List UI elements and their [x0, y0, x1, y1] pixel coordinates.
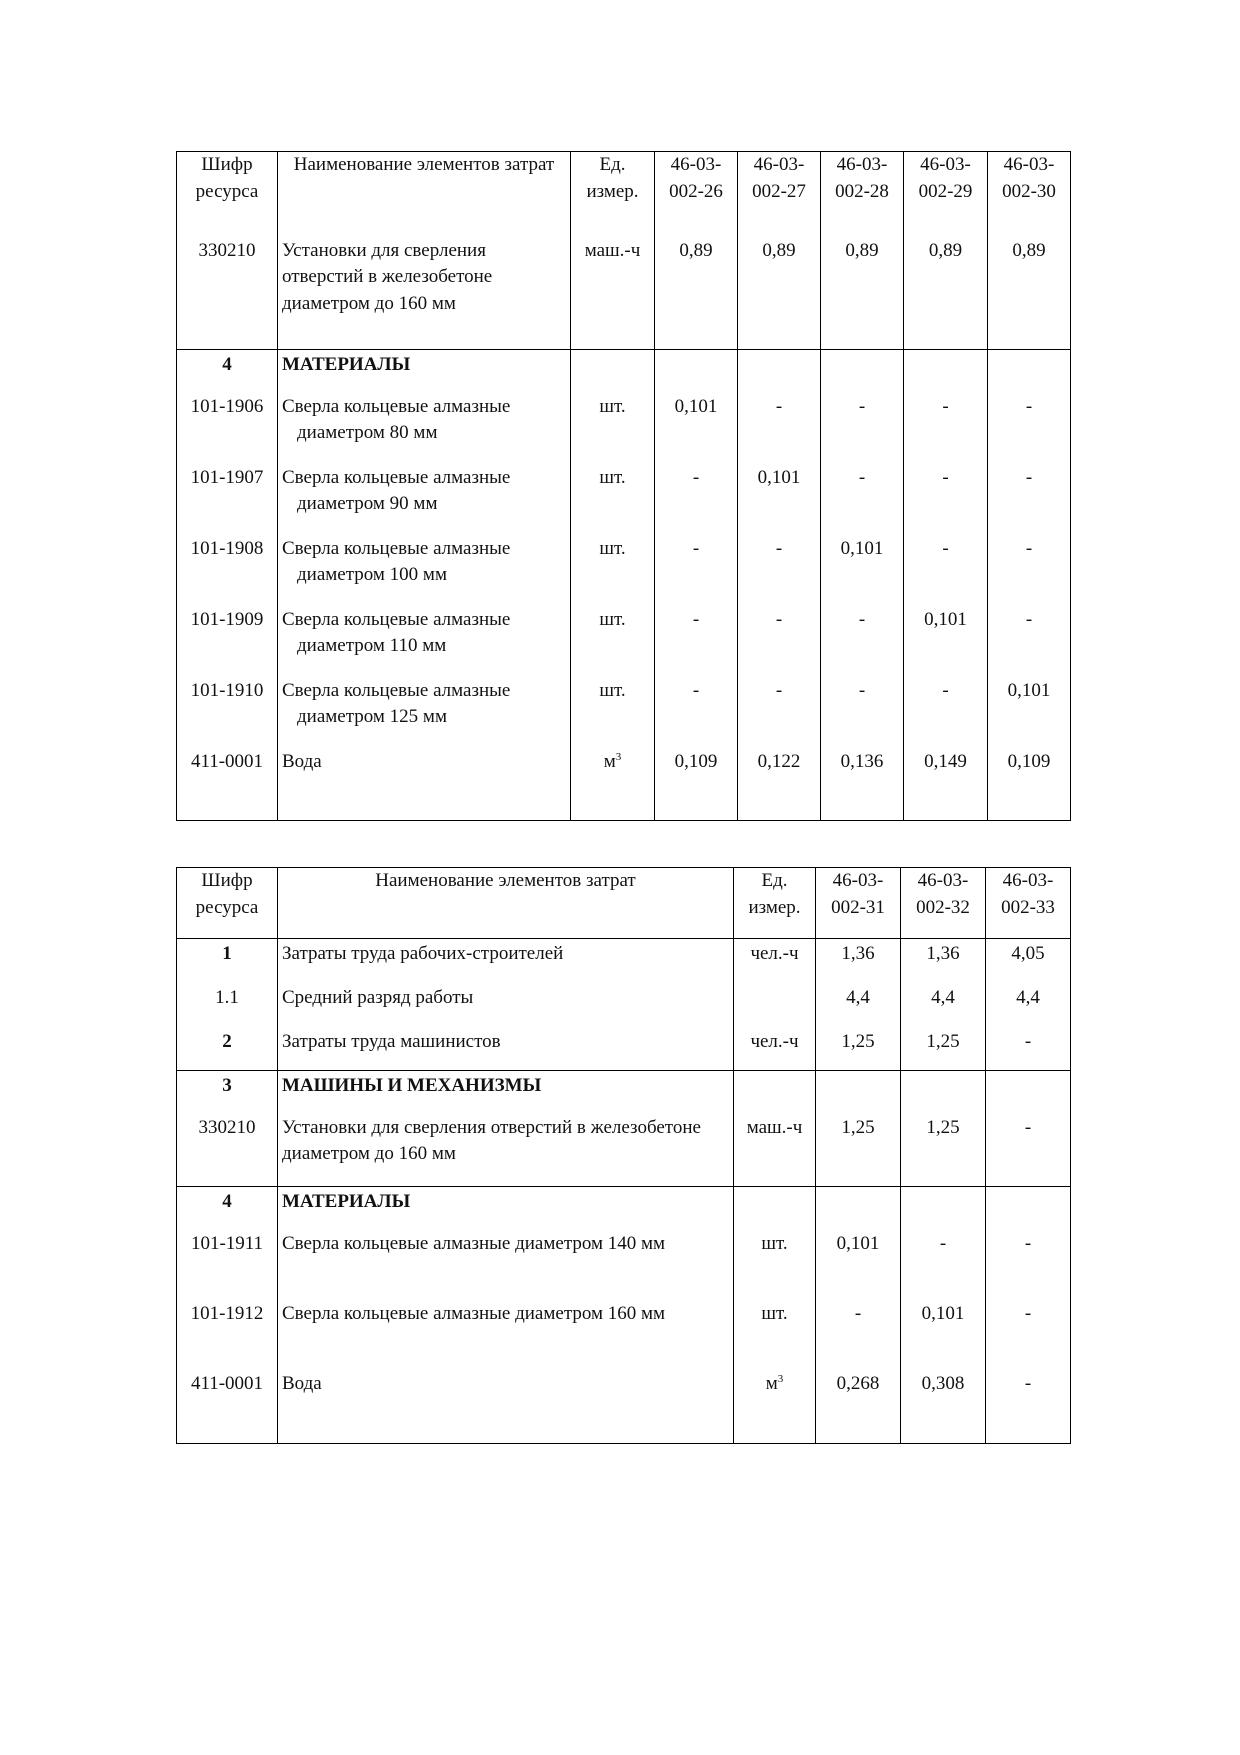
resource-value: 0,89 [738, 228, 821, 350]
resource-value: - [904, 678, 988, 749]
resource-code: 101-1907 [177, 465, 278, 536]
resource-name-line: Сверла кольцевые алмазные [282, 608, 511, 630]
resource-value: 0,89 [655, 228, 738, 350]
resource-value: - [988, 465, 1071, 536]
resource-unit: шт. [571, 607, 655, 678]
resource-value: 4,05 [986, 939, 1071, 983]
resource-table-2 [176, 867, 1071, 1444]
resource-value: - [988, 394, 1071, 465]
header-unit: Ед. измер. [734, 868, 816, 939]
header-name: Наименование элементов затрат [278, 868, 734, 939]
resource-name [278, 607, 571, 678]
resource-unit: шт. [734, 1231, 816, 1301]
table-row [177, 749, 1071, 821]
resource-value: - [986, 1301, 1071, 1371]
resource-name: Затраты труда машинистов [278, 1027, 734, 1071]
resource-value: 0,101 [988, 678, 1071, 749]
resource-value: 0,89 [821, 228, 904, 350]
resource-name [278, 394, 571, 465]
resource-value: - [821, 394, 904, 465]
resource-name: Средний разряд работы [278, 983, 734, 1027]
resource-value: 4,4 [816, 983, 901, 1027]
resource-unit [734, 983, 816, 1027]
resource-unit: $м^3$ [734, 1371, 816, 1444]
table-row [177, 1371, 1071, 1444]
table-row [177, 1301, 1071, 1371]
table-row [177, 983, 1071, 1027]
resource-value: 4,4 [986, 983, 1071, 1027]
resource-name-line: диаметром 100 мм [297, 564, 447, 585]
header-unit: Ед. измер. [571, 152, 655, 228]
header-col: 46-03-002-27 [738, 152, 821, 228]
resource-unit: шт. [734, 1301, 816, 1371]
header-col: 46-03-002-33 [986, 868, 1071, 939]
resource-name-line: Сверла кольцевые алмазные [282, 537, 511, 559]
resource-code: 411-0001 [177, 1371, 278, 1444]
section-code: 3 [177, 1071, 278, 1115]
resource-value: 1,25 [901, 1027, 986, 1071]
resource-value: 0,101 [904, 607, 988, 678]
resource-value: - [821, 678, 904, 749]
resource-value: - [821, 465, 904, 536]
resource-code: 1.1 [177, 983, 278, 1027]
resource-code: 411-0001 [177, 749, 278, 821]
table-row [177, 607, 1071, 678]
resource-unit: маш.-ч [734, 1115, 816, 1187]
resource-code: 101-1906 [177, 394, 278, 465]
resource-value: - [816, 1301, 901, 1371]
resource-code: 2 [177, 1027, 278, 1071]
resource-name: Сверла кольцевые алмазные диаметром 140 мм [278, 1231, 734, 1301]
resource-value: 1,36 [816, 939, 901, 983]
resource-code: 330210 [177, 1115, 278, 1187]
resource-code: 101-1912 [177, 1301, 278, 1371]
header-col: 46-03-002-30 [988, 152, 1071, 228]
resource-value: - [986, 1371, 1071, 1444]
resource-value: 0,149 [904, 749, 988, 821]
resource-value: - [738, 536, 821, 607]
resource-unit: шт. [571, 678, 655, 749]
resource-value: 0,101 [821, 536, 904, 607]
resource-name-line: Сверла кольцевые алмазные [282, 395, 511, 417]
section-row [177, 350, 1071, 394]
resource-value: - [904, 394, 988, 465]
resource-value: - [738, 678, 821, 749]
resource-name: Затраты труда рабочих-строителей [278, 939, 734, 983]
resource-value: - [655, 678, 738, 749]
resource-value: - [988, 607, 1071, 678]
header-col: 46-03-002-28 [821, 152, 904, 228]
header-col: 46-03-002-31 [816, 868, 901, 939]
resource-name: Установки для сверления отверстий в железобетоне диаметром до 160 мм [278, 228, 571, 350]
resource-unit: маш.-ч [571, 228, 655, 350]
resource-name: Сверла кольцевые алмазные диаметром 160 мм [278, 1301, 734, 1371]
header-col: 46-03-002-32 [901, 868, 986, 939]
resource-unit: чел.-ч [734, 939, 816, 983]
table-header-row [177, 152, 1071, 228]
header-code: Шифр ресурса [177, 868, 278, 939]
resource-code: 1 [177, 939, 278, 983]
resource-value: - [904, 536, 988, 607]
resource-value: - [821, 607, 904, 678]
resource-value: 0,136 [821, 749, 904, 821]
resource-name-line: Сверла кольцевые алмазные [282, 679, 511, 701]
resource-code: 101-1910 [177, 678, 278, 749]
resource-unit: шт. [571, 465, 655, 536]
resource-table-1 [176, 151, 1071, 821]
section-title: МАТЕРИАЛЫ [278, 1187, 734, 1231]
resource-code: 330210 [177, 228, 278, 350]
resource-value: 1,25 [901, 1115, 986, 1187]
resource-value: - [901, 1231, 986, 1301]
table-row [177, 465, 1071, 536]
resource-value: 0,101 [655, 394, 738, 465]
table-header-row [177, 868, 1071, 939]
resource-value: 1,25 [816, 1115, 901, 1187]
resource-name: Вода [278, 749, 571, 821]
resource-name-line: диаметром 125 мм [297, 706, 447, 727]
resource-value: - [738, 607, 821, 678]
resource-unit: шт. [571, 536, 655, 607]
resource-value: 0,122 [738, 749, 821, 821]
section-row [177, 1187, 1071, 1231]
resource-value: 1,36 [901, 939, 986, 983]
resource-value: 0,109 [988, 749, 1071, 821]
header-code: Шифр ресурса [177, 152, 278, 228]
resource-value: 0,268 [816, 1371, 901, 1444]
resource-unit: чел.-ч [734, 1027, 816, 1071]
resource-name-line: диаметром 90 мм [297, 493, 438, 514]
resource-name [278, 678, 571, 749]
resource-name: Вода [278, 1371, 734, 1444]
header-col: 46-03-002-26 [655, 152, 738, 228]
resource-value: 0,89 [904, 228, 988, 350]
resource-name [278, 536, 571, 607]
table-row [177, 1027, 1071, 1071]
resource-name-line: диаметром 110 мм [297, 635, 447, 656]
resource-value: - [655, 607, 738, 678]
resource-code: 101-1909 [177, 607, 278, 678]
resource-value: 0,308 [901, 1371, 986, 1444]
resource-value: - [738, 394, 821, 465]
resource-value: 0,89 [988, 228, 1071, 350]
section-code: 4 [177, 1187, 278, 1231]
section-title: МАТЕРИАЛЫ [278, 350, 571, 394]
resource-value: 0,101 [738, 465, 821, 536]
resource-unit: шт. [571, 394, 655, 465]
resource-name-line: Сверла кольцевые алмазные [282, 466, 511, 488]
resource-value: 1,25 [816, 1027, 901, 1071]
resource-value: - [986, 1115, 1071, 1187]
table-row [177, 939, 1071, 983]
resource-name-line: диаметром 80 мм [297, 422, 438, 443]
resource-value: - [655, 465, 738, 536]
resource-value: - [988, 536, 1071, 607]
header-name: Наименование элементов затрат [278, 152, 571, 228]
resource-value: - [986, 1231, 1071, 1301]
resource-name: Установки для сверления отверстий в железобетоне диаметром до 160 мм [278, 1115, 734, 1187]
resource-value: 4,4 [901, 983, 986, 1027]
resource-unit: $м^3$ [571, 749, 655, 821]
resource-code: 101-1908 [177, 536, 278, 607]
resource-value: 0,101 [901, 1301, 986, 1371]
resource-code: 101-1911 [177, 1231, 278, 1301]
table-row [177, 1231, 1071, 1301]
resource-value: - [904, 465, 988, 536]
table-row [177, 228, 1071, 350]
table-row [177, 394, 1071, 465]
table-row [177, 536, 1071, 607]
table-row [177, 678, 1071, 749]
table-row [177, 1115, 1071, 1187]
resource-value: 0,109 [655, 749, 738, 821]
resource-value: - [655, 536, 738, 607]
section-title: МАШИНЫ И МЕХАНИЗМЫ [278, 1071, 734, 1115]
resource-value: 0,101 [816, 1231, 901, 1301]
resource-value: - [986, 1027, 1071, 1071]
header-col: 46-03-002-29 [904, 152, 988, 228]
section-code: 4 [177, 350, 278, 394]
section-row [177, 1071, 1071, 1115]
resource-name [278, 465, 571, 536]
